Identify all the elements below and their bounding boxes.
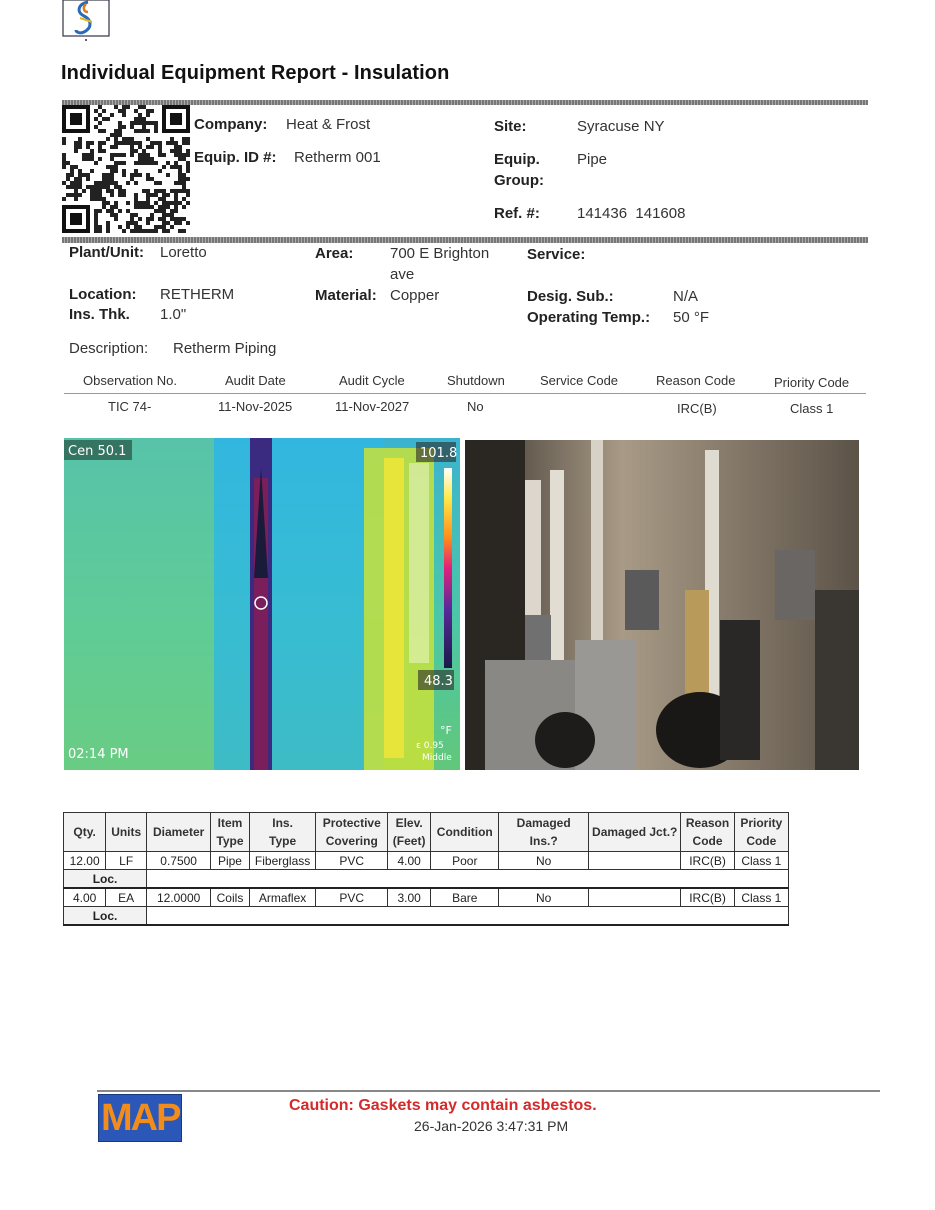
obs-value-audit-cycle: 11-Nov-2027 — [335, 399, 410, 414]
items-header-cell — [681, 813, 734, 852]
items-cell: Poor — [431, 852, 499, 870]
asbestos-caution: Caution: Gaskets may contain asbestos. — [289, 1097, 597, 1114]
plant-label: Plant/Unit: — [69, 244, 144, 261]
items-cell: 4.00 — [388, 852, 431, 870]
obs-value-priority-code: Class 1 — [790, 401, 834, 416]
items-header-line1: Units — [111, 825, 142, 839]
company-value: Heat & Frost — [286, 116, 371, 133]
equip-id-value: Retherm 001 — [294, 149, 381, 166]
items-cell — [588, 852, 680, 870]
material-value: Copper — [390, 287, 440, 304]
items-header-line1: Reason — [685, 816, 730, 830]
obs-header-service-code: Service Code — [540, 373, 619, 388]
items-table-header — [64, 813, 789, 852]
items-cell: 12.00 — [64, 852, 106, 870]
obs-divider — [64, 393, 866, 394]
qr-code — [62, 105, 190, 233]
report-title: Individual Equipment Report - Insulation — [61, 62, 450, 84]
map-logo-text: MAP — [101, 1097, 180, 1139]
items-header-cell — [388, 813, 431, 852]
obs-header-shutdown: Shutdown — [447, 373, 505, 388]
items-header-cell — [249, 813, 316, 852]
items-cell: 0.7500 — [147, 852, 211, 870]
items-cell: PVC — [316, 888, 388, 907]
plant-value: Loretto — [160, 244, 207, 261]
items-header-cell — [64, 813, 106, 852]
material-label: Material: — [315, 287, 377, 304]
print-timestamp: 26-Jan-2026 3:47:31 PM — [414, 1118, 569, 1134]
site-value: Syracuse NY — [577, 118, 665, 135]
items-cell: LF — [106, 852, 147, 870]
description-value: Retherm Piping — [173, 340, 277, 357]
loc-value — [147, 870, 789, 889]
equip-id-label: Equip. ID #: — [194, 149, 277, 166]
items-header-line2: Code — [746, 834, 777, 848]
items-cell: 12.0000 — [147, 888, 211, 907]
items-header-line1: Damaged Jct.? — [592, 825, 678, 839]
items-cell: No — [499, 888, 589, 907]
items-header-line2: Covering — [325, 834, 378, 848]
operating-temp-label: Operating Temp.: — [527, 309, 651, 326]
site-label: Site: — [494, 118, 527, 135]
thermal-time: 02:14 PM — [68, 747, 129, 762]
obs-value-audit-date: 11-Nov-2025 — [218, 399, 293, 414]
desig-sub-label: Desig. Sub.: — [527, 288, 614, 305]
items-header-line1: Item — [217, 816, 243, 830]
items-cell: Armaflex — [249, 888, 316, 907]
items-header-line2: (Feet) — [392, 834, 426, 848]
thermal-min-reading: 48.3 — [424, 674, 453, 689]
items-header-line1: Protective — [322, 816, 381, 830]
items-header-cell — [316, 813, 388, 852]
items-header-line1: Elev. — [395, 816, 423, 830]
items-header-line1: Qty. — [73, 825, 96, 839]
operating-temp-value: 50 °F — [673, 309, 710, 326]
obs-header-observation-no: Observation No. — [83, 373, 177, 388]
ins-thk-label: Ins. Thk. — [69, 306, 130, 323]
ins-thk-value: 1.0" — [160, 306, 187, 323]
footer-rule — [97, 1090, 880, 1092]
items-cell: Bare — [431, 888, 499, 907]
items-cell: IRC(B) — [681, 888, 734, 907]
items-cell: Coils — [211, 888, 250, 907]
equip-group-label-line2: Group: — [494, 172, 544, 189]
items-cell: 4.00 — [64, 888, 106, 907]
items-header-cell — [106, 813, 147, 852]
items-cell — [588, 888, 680, 907]
service-label: Service: — [527, 246, 586, 263]
map-logo — [98, 1094, 182, 1142]
thermal-max-reading: 101.8 — [420, 446, 458, 461]
ref-value: 141436 141608 — [577, 205, 686, 222]
ref-label: Ref. #: — [494, 205, 540, 222]
items-header-cell — [499, 813, 589, 852]
union-logo — [62, 0, 110, 42]
obs-header-priority-code: Priority Code — [774, 375, 850, 390]
equipment-photo — [465, 440, 859, 770]
items-loc-row — [64, 870, 789, 889]
area-value-line2: ave — [390, 266, 415, 283]
items-cell: Class 1 — [734, 852, 788, 870]
items-cell: No — [499, 852, 589, 870]
items-cell: 3.00 — [388, 888, 431, 907]
items-cell: PVC — [316, 852, 388, 870]
items-header-cell — [588, 813, 680, 852]
items-loc-row — [64, 907, 789, 926]
items-header-line1: Condition — [436, 825, 493, 839]
location-label: Location: — [69, 286, 137, 303]
items-header-line2: Type — [216, 834, 244, 848]
thermal-mode: Middle — [422, 753, 452, 763]
obs-value-reason-code: IRC(B) — [677, 401, 717, 416]
thermal-image — [64, 438, 460, 770]
company-label: Company: — [194, 116, 268, 133]
location-value: RETHERM — [160, 286, 235, 303]
loc-value — [147, 907, 789, 926]
desig-sub-value: N/A — [673, 288, 699, 305]
items-table-row — [64, 852, 789, 870]
thermal-emissivity: ε 0.95 — [416, 741, 444, 751]
equip-group-value: Pipe — [577, 151, 608, 168]
items-header-line2: Type — [269, 834, 297, 848]
items-cell: IRC(B) — [681, 852, 734, 870]
area-value: 700 E Brighton — [390, 245, 490, 262]
thermal-unit: °F — [440, 724, 452, 737]
obs-header-audit-date: Audit Date — [225, 373, 286, 388]
items-header-cell — [147, 813, 211, 852]
items-header-line2: Code — [692, 834, 723, 848]
items-header-cell — [431, 813, 499, 852]
loc-label: Loc. — [64, 907, 147, 926]
area-label: Area: — [315, 245, 354, 262]
description-label: Description: — [69, 340, 149, 357]
obs-header-reason-code: Reason Code — [656, 373, 736, 388]
items-table — [63, 812, 789, 926]
items-header-line1: Damaged Ins.? — [516, 816, 571, 848]
obs-header-audit-cycle: Audit Cycle — [339, 373, 405, 388]
items-header-line1: Priority — [740, 816, 783, 830]
items-header-line1: Diameter — [152, 825, 205, 839]
items-header-line1: Ins. — [272, 816, 293, 830]
items-cell: Fiberglass — [249, 852, 316, 870]
items-header-cell — [211, 813, 250, 852]
items-cell: EA — [106, 888, 147, 907]
items-header-cell — [734, 813, 788, 852]
thermal-center-reading: Cen 50.1 — [68, 444, 127, 459]
items-cell: Class 1 — [734, 888, 788, 907]
obs-value-observation-no: TIC 74- — [108, 399, 152, 414]
loc-label: Loc. — [64, 870, 147, 889]
header-bottom-rule — [62, 237, 868, 243]
items-cell: Pipe — [211, 852, 250, 870]
obs-value-shutdown: No — [467, 399, 484, 414]
equip-group-label: Equip. — [494, 151, 540, 168]
items-table-row — [64, 888, 789, 907]
